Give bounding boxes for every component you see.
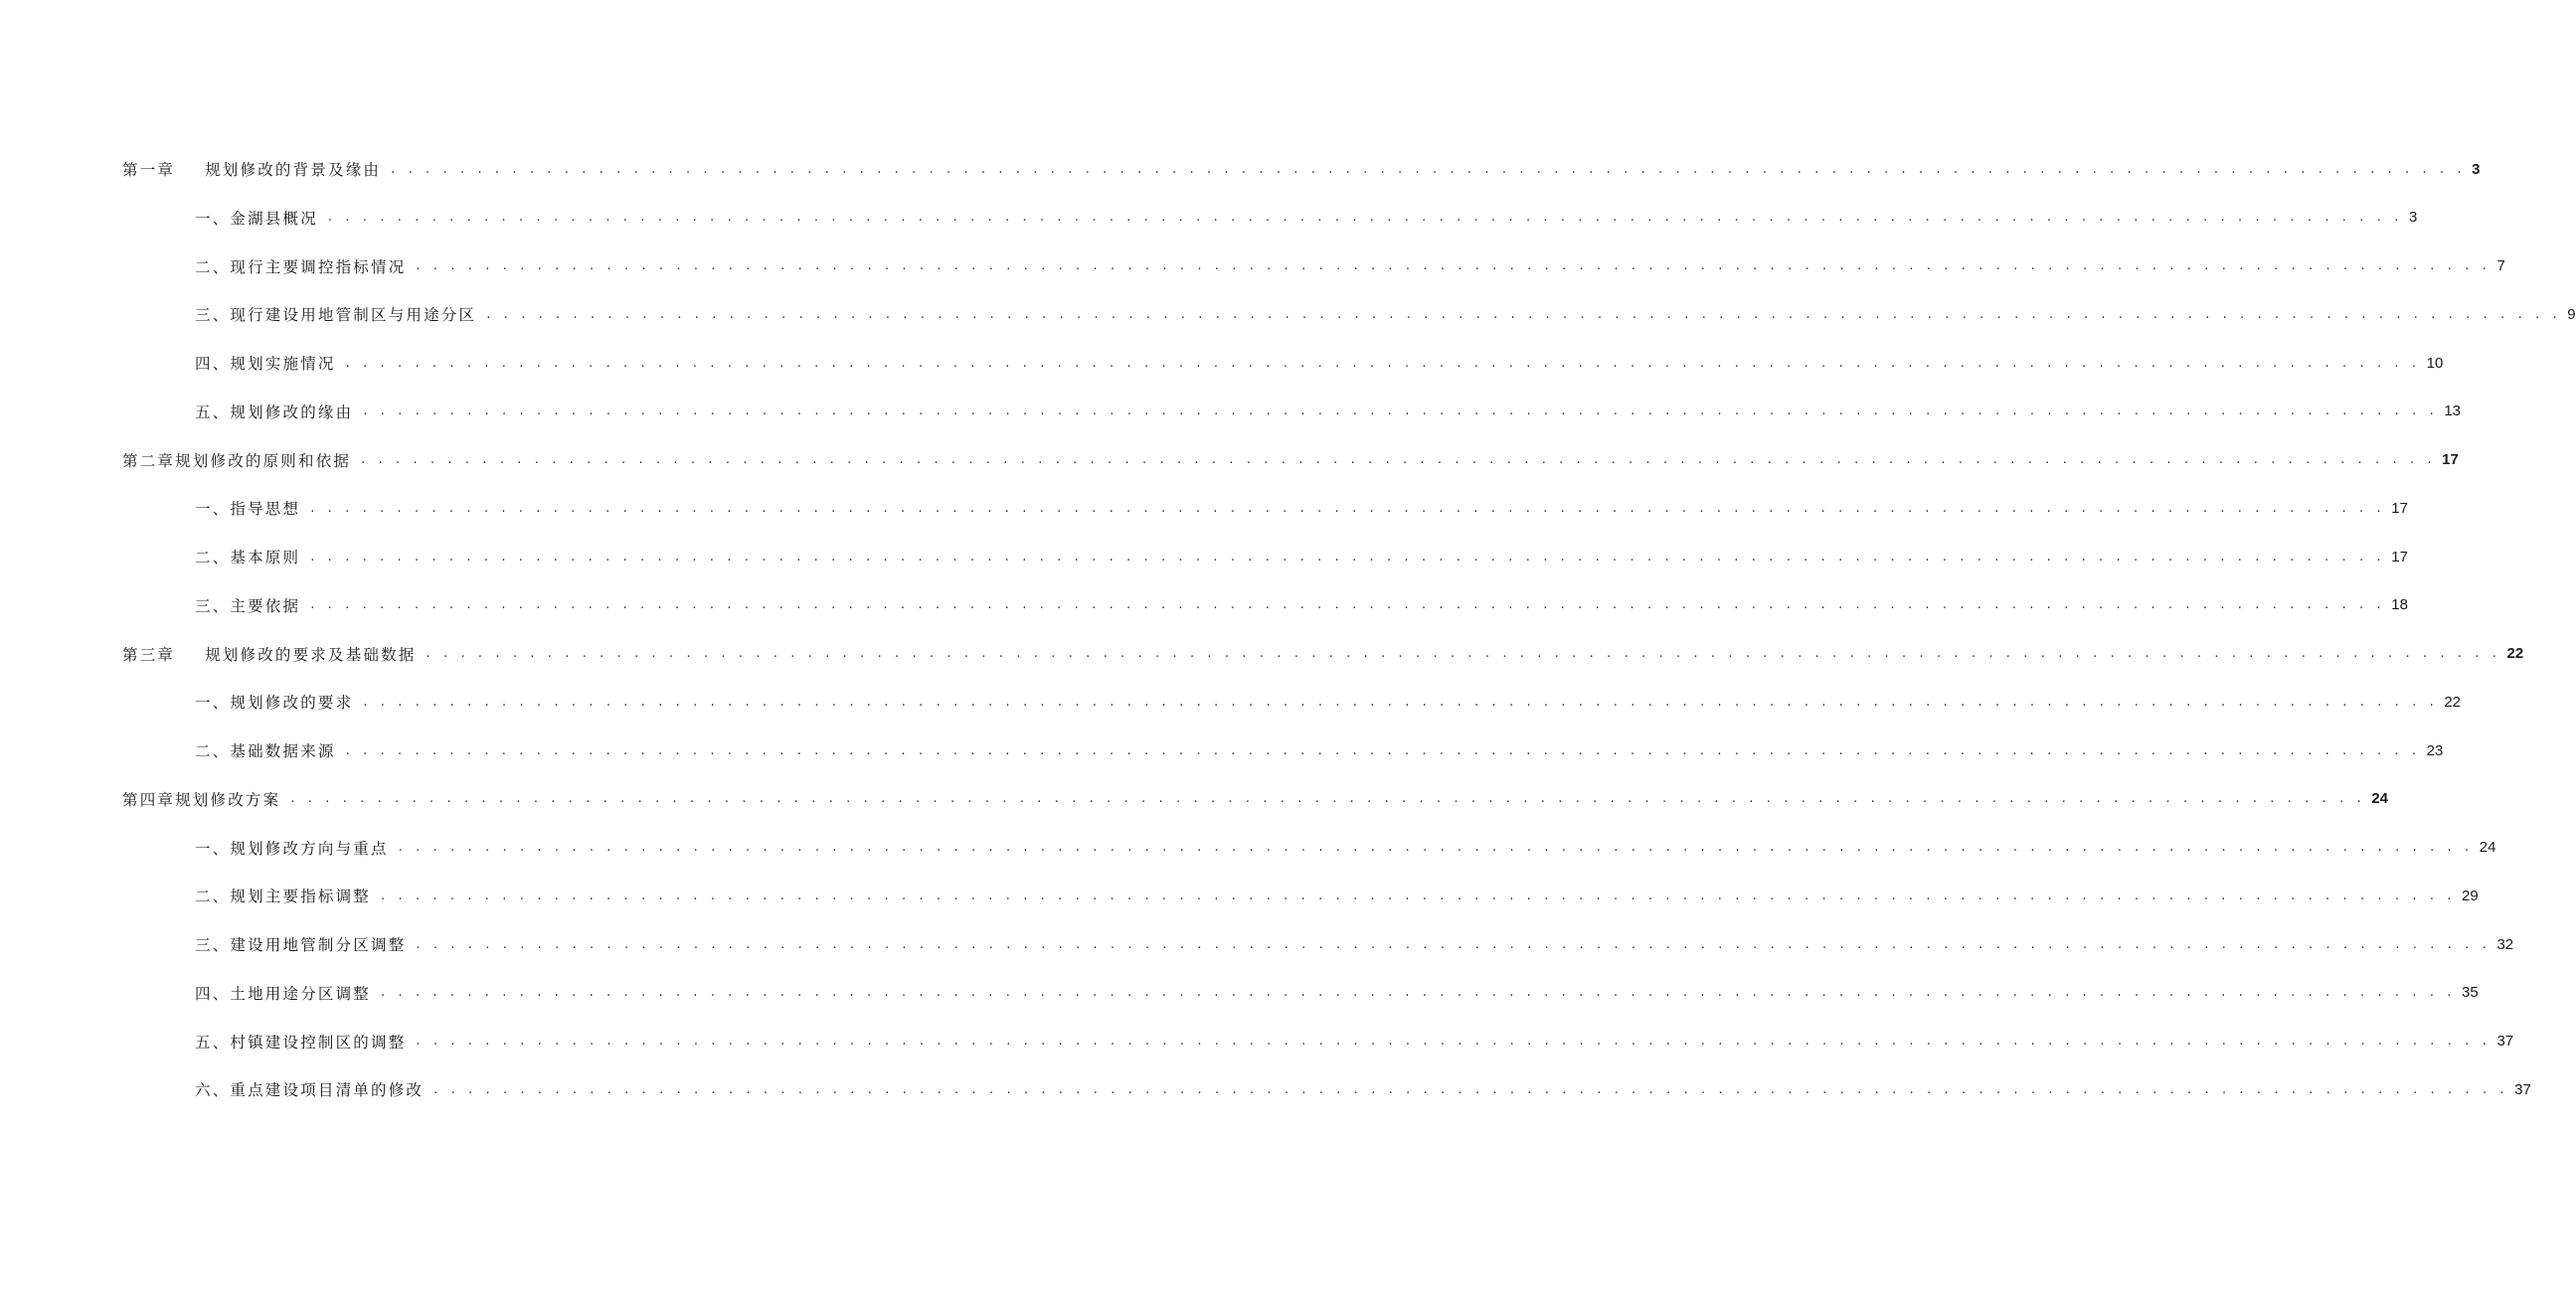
toc-page-number: 9 xyxy=(2567,305,2576,323)
toc-dot-leader: . . . . . . . . . . . . . . . . . . . . . . . . . . . . . . . . . . . . . . . . . . . . . . . . . . . . . . . . . . . . . . . . . . . . . . . . . . . . . . . . . . . . . . . . . . . . . . . . . . . . . . . . . . . . . . . . . . . . . . . . xyxy=(345,742,2421,758)
toc-dot-leader: . . . . . . . . . . . . . . . . . . . . . . . . . . . . . . . . . . . . . . . . . . . . . . . . . . . . . . . . . . . . . . . . . . . . . . . . . . . . . . . . . . . . . . . . . . . . . . . . . . . . . . . . . . . . . . . . . . . . . . . . xyxy=(416,936,2491,952)
toc-chapter-entry[interactable] xyxy=(122,157,2481,181)
toc-section-entry[interactable] xyxy=(195,738,2444,762)
toc-entry-label xyxy=(195,1078,424,1100)
toc-dot-leader: . . . . . . . . . . . . . . . . . . . . . . . . . . . . . . . . . . . . . . . . . . . . . . . . . . . . . . . . . . . . . . . . . . . . . . . . . . . . . . . . . . . . . . . . . . . . . . . . . . . . . . . . . . . . . . . . . . . . . . . . xyxy=(290,791,2366,807)
toc-page-number: 24 xyxy=(2371,790,2389,808)
toc-entry-label xyxy=(195,546,300,567)
toc-section-entry[interactable] xyxy=(195,302,2576,326)
toc-section-entry[interactable] xyxy=(195,254,2505,278)
toc-section-entry[interactable] xyxy=(195,690,2462,714)
toc-section-entry[interactable] xyxy=(195,206,2418,230)
toc-page-number: 35 xyxy=(2462,984,2479,1002)
toc-page-number: 10 xyxy=(2426,354,2444,372)
toc-entry-title: 第四章规划修改方案 xyxy=(122,790,281,809)
toc-entry-title: 六、重点建设项目清单的修改 xyxy=(195,1081,425,1100)
toc-entry-label xyxy=(195,933,406,955)
toc-chapter-entry[interactable] xyxy=(122,787,2389,811)
toc-page-number: 17 xyxy=(2442,451,2459,468)
toc-entry-label xyxy=(122,449,351,471)
toc-section-entry[interactable] xyxy=(195,400,2462,423)
toc-entry-label xyxy=(195,691,353,713)
toc-page-number: 3 xyxy=(2472,160,2481,178)
toc-dot-leader: . . . . . . . . . . . . . . . . . . . . . . . . . . . . . . . . . . . . . . . . . . . . . . . . . . . . . . . . . . . . . . . . . . . . . . . . . . . . . . . . . . . . . . . . . . . . . . . . . . . . . . . . . . . . . . . . . . . . . . . . xyxy=(433,1081,2509,1097)
toc-dot-leader: . . . . . . . . . . . . . . . . . . . . . . . . . . . . . . . . . . . . . . . . . . . . . . . . . . . . . . . . . . . . . . . . . . . . . . . . . . . . . . . . . . . . . . . . . . . . . . . . . . . . . . . . . . . . . . . . . . . . . . . . xyxy=(327,210,2403,226)
toc-dot-leader: . . . . . . . . . . . . . . . . . . . . . . . . . . . . . . . . . . . . . . . . . . . . . . . . . . . . . . . . . . . . . . . . . . . . . . . . . . . . . . . . . . . . . . . . . . . . . . . . . . . . . . . . . . . . . . . . . . . . . . . . xyxy=(426,646,2501,661)
toc-dot-leader: . . . . . . . . . . . . . . . . . . . . . . . . . . . . . . . . . . . . . . . . . . . . . . . . . . . . . . . . . . . . . . . . . . . . . . . . . . . . . . . . . . . . . . . . . . . . . . . . . . . . . . . . . . . . . . . . . . . . . . . . xyxy=(345,355,2421,371)
toc-section-entry[interactable] xyxy=(195,496,2408,520)
toc-section-entry[interactable] xyxy=(195,593,2408,617)
toc-entry-label xyxy=(195,303,476,325)
toc-section-entry[interactable] xyxy=(195,1077,2531,1101)
toc-page-number: 29 xyxy=(2462,887,2479,904)
toc-section-entry[interactable] xyxy=(195,836,2496,860)
toc-entry-title: 一、金湖县概况 xyxy=(195,209,318,228)
toc-dot-leader: . . . . . . . . . . . . . . . . . . . . . . . . . . . . . . . . . . . . . . . . . . . . . . . . . . . . . . . . . . . . . . . . . . . . . . . . . . . . . . . . . . . . . . . . . . . . . . . . . . . . . . . . . . . . . . . . . . . . . . . . xyxy=(398,840,2474,855)
toc-page-number: 13 xyxy=(2444,403,2462,420)
toc-entry-title: 五、规划修改的缘由 xyxy=(195,403,354,421)
toc-entry-label xyxy=(195,352,336,374)
toc-entry-title: 一、指导思想 xyxy=(195,500,301,519)
toc-entry-title: 四、土地用途分区调整 xyxy=(195,984,372,1003)
toc-entry-label xyxy=(195,837,389,859)
toc-dot-leader: . . . . . . . . . . . . . . . . . . . . . . . . . . . . . . . . . . . . . . . . . . . . . . . . . . . . . . . . . . . . . . . . . . . . . . . . . . . . . . . . . . . . . . . . . . . . . . . . . . . . . . . . . . . . . . . . . . . . . . . . xyxy=(363,404,2439,419)
toc-page-number: 7 xyxy=(2496,257,2505,274)
toc-entry-label xyxy=(122,788,280,810)
toc-page-number: 17 xyxy=(2391,548,2408,566)
toc-entry-title: 二、现行主要调控指标情况 xyxy=(195,257,407,276)
toc-entry-title: 规划修改的要求及基础数据 xyxy=(205,645,417,664)
toc-dot-leader: . . . . . . . . . . . . . . . . . . . . . . . . . . . . . . . . . . . . . . . . . . . . . . . . . . . . . . . . . . . . . . . . . . . . . . . . . . . . . . . . . . . . . . . . . . . . . . . . . . . . . . . . . . . . . . . . . . . . . . . . xyxy=(391,161,2467,177)
toc-dot-leader: . . . . . . . . . . . . . . . . . . . . . . . . . . . . . . . . . . . . . . . . . . . . . . . . . . . . . . . . . . . . . . . . . . . . . . . . . . . . . . . . . . . . . . . . . . . . . . . . . . . . . . . . . . . . . . . . . . . . . . . . xyxy=(310,597,2386,613)
toc-entry-title: 二、规划主要指标调整 xyxy=(195,888,372,906)
toc-page-number: 3 xyxy=(2408,209,2418,227)
toc-entry-label xyxy=(195,885,371,906)
toc-entry-title: 第二章规划修改的原则和依据 xyxy=(122,451,352,470)
toc-section-entry[interactable] xyxy=(195,981,2479,1005)
toc-entry-title: 二、基础数据来源 xyxy=(195,742,336,760)
toc-entry-title: 五、村镇建设控制区的调整 xyxy=(195,1033,407,1051)
toc-page-number: 24 xyxy=(2479,839,2496,856)
toc-dot-leader: . . . . . . . . . . . . . . . . . . . . . . . . . . . . . . . . . . . . . . . . . . . . . . . . . . . . . . . . . . . . . . . . . . . . . . . . . . . . . . . . . . . . . . . . . . . . . . . . . . . . . . . . . . . . . . . . . . . . . . . . xyxy=(381,985,2457,1001)
toc-entry-label xyxy=(195,594,300,616)
toc-page-number: 37 xyxy=(2496,1033,2514,1050)
toc-entry-title: 一、规划修改的要求 xyxy=(195,694,354,713)
toc-entry-label xyxy=(195,982,371,1004)
toc-section-entry[interactable] xyxy=(195,545,2408,568)
toc-dot-leader: . . . . . . . . . . . . . . . . . . . . . . . . . . . . . . . . . . . . . . . . . . . . . . . . . . . . . . . . . . . . . . . . . . . . . . . . . . . . . . . . . . . . . . . . . . . . . . . . . . . . . . . . . . . . . . . . . . . . . . . . xyxy=(381,888,2457,903)
toc-entry-label xyxy=(122,158,381,180)
toc-entry-label xyxy=(122,643,417,665)
toc-entry-label xyxy=(195,739,336,761)
toc-dot-leader: . . . . . . . . . . . . . . . . . . . . . . . . . . . . . . . . . . . . . . . . . . . . . . . . . . . . . . . . . . . . . . . . . . . . . . . . . . . . . . . . . . . . . . . . . . . . . . . . . . . . . . . . . . . . . . . . . . . . . . . . xyxy=(363,694,2439,710)
toc-dot-leader: . . . . . . . . . . . . . . . . . . . . . . . . . . . . . . . . . . . . . . . . . . . . . . . . . . . . . . . . . . . . . . . . . . . . . . . . . . . . . . . . . . . . . . . . . . . . . . . . . . . . . . . . . . . . . . . . . . . . . . . . xyxy=(416,258,2491,273)
toc-entry-title: 三、主要依据 xyxy=(195,596,301,615)
toc-page-number: 17 xyxy=(2391,499,2408,517)
toc-entry-title: 三、建设用地管制分区调整 xyxy=(195,936,407,954)
toc-dot-leader: . . . . . . . . . . . . . . . . . . . . . . . . . . . . . . . . . . . . . . . . . . . . . . . . . . . . . . . . . . . . . . . . . . . . . . . . . . . . . . . . . . . . . . . . . . . . . . . . . . . . . . . . . . . . . . . . . . . . . . . . xyxy=(416,1034,2491,1049)
toc-entry-title: 三、现行建设用地管制区与用途分区 xyxy=(195,306,477,325)
toc-entry-title: 规划修改的背景及缘由 xyxy=(205,161,382,179)
toc-dot-leader: . . . . . . . . . . . . . . . . . . . . . . . . . . . . . . . . . . . . . . . . . . . . . . . . . . . . . . . . . . . . . . . . . . . . . . . . . . . . . . . . . . . . . . . . . . . . . . . . . . . . . . . . . . . . . . . . . . . . . . . . xyxy=(310,549,2386,565)
toc-chapter-entry[interactable] xyxy=(122,448,2459,472)
toc-page-number: 23 xyxy=(2426,741,2444,759)
toc-page-number: 37 xyxy=(2514,1080,2531,1098)
toc-dot-leader: . . . . . . . . . . . . . . . . . . . . . . . . . . . . . . . . . . . . . . . . . . . . . . . . . . . . . . . . . . . . . . . . . . . . . . . . . . . . . . . . . . . . . . . . . . . . . . . . . . . . . . . . . . . . . . . . . . . . . . . . xyxy=(486,306,2562,322)
toc-dot-leader: . . . . . . . . . . . . . . . . . . . . . . . . . . . . . . . . . . . . . . . . . . . . . . . . . . . . . . . . . . . . . . . . . . . . . . . . . . . . . . . . . . . . . . . . . . . . . . . . . . . . . . . . . . . . . . . . . . . . . . . . xyxy=(310,500,2386,516)
toc-chapter-number: 第三章 xyxy=(122,645,176,664)
toc-page-number: 22 xyxy=(2506,645,2524,662)
toc-page-number: 18 xyxy=(2391,596,2408,614)
toc-dot-leader: . . . . . . . . . . . . . . . . . . . . . . . . . . . . . . . . . . . . . . . . . . . . . . . . . . . . . . . . . . . . . . . . . . . . . . . . . . . . . . . . . . . . . . . . . . . . . . . . . . . . . . . . . . . . . . . . . . . . . . . . xyxy=(361,452,2437,467)
toc-entry-label xyxy=(195,207,318,229)
toc-entry-title: 一、规划修改方向与重点 xyxy=(195,839,389,858)
toc-section-entry[interactable] xyxy=(195,1030,2514,1053)
toc-chapter-entry[interactable] xyxy=(122,642,2524,666)
toc-section-entry[interactable] xyxy=(195,932,2514,956)
toc-section-entry[interactable] xyxy=(195,351,2444,375)
toc-section-entry[interactable] xyxy=(195,884,2479,907)
toc-entry-title: 四、规划实施情况 xyxy=(195,355,336,373)
toc-page-number: 22 xyxy=(2444,693,2462,711)
toc-page-number: 32 xyxy=(2496,935,2514,953)
toc-entry-label xyxy=(195,497,300,519)
toc-entry-label xyxy=(195,1031,406,1052)
toc-entry-label xyxy=(195,255,406,277)
toc-chapter-number: 第一章 xyxy=(122,161,176,179)
toc-entry-title: 二、基本原则 xyxy=(195,549,301,566)
toc-entry-label xyxy=(195,401,353,422)
